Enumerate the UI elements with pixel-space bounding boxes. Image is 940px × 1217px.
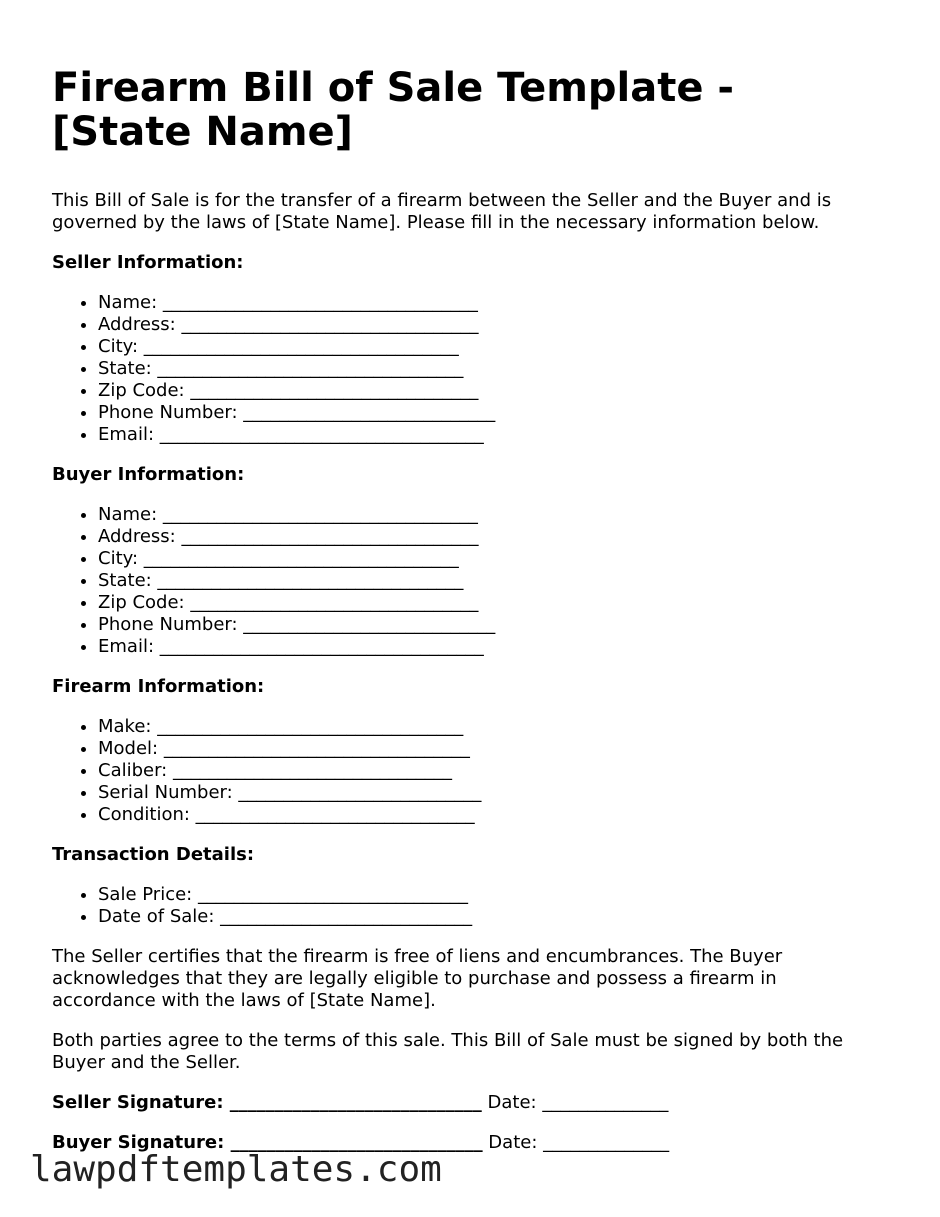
firearm-heading: Firearm Information: xyxy=(52,676,265,697)
firearm-field-condition: • Condition: _______________________________ xyxy=(98,804,882,826)
intro-paragraph: This Bill of Sale is for the transfer of a firearm between the Seller and the Buyer and is governed by the laws of [State Name]. Please fill in the necessary information below. xyxy=(52,190,832,233)
certification-paragraph: The Seller certifies that the firearm is free of liens and encumbrances. The Buyer acknowledges that they are legally eligible to purchase and possess a firearm in accordance with the laws of [State Name]. xyxy=(52,946,783,1011)
firearm-field-model: • Model: __________________________________ xyxy=(98,738,882,760)
transaction-field-price: • Sale Price: ______________________________ xyxy=(98,884,882,906)
seller-field-phone: • Phone Number: ____________________________ xyxy=(98,402,882,424)
buyer-field-name: • Name: ___________________________________ xyxy=(98,504,882,526)
buyer-field-email: • Email: ____________________________________ xyxy=(98,636,882,658)
transaction-heading: Transaction Details: xyxy=(52,844,255,865)
transaction-field-date: • Date of Sale: ____________________________ xyxy=(98,906,882,928)
buyer-field-zip: • Zip Code: ________________________________ xyxy=(98,592,882,614)
transaction-fields-list xyxy=(52,884,882,928)
buyer-fields-list xyxy=(52,504,882,658)
seller-field-city: • City: ___________________________________ xyxy=(98,336,882,358)
page-title: Firearm Bill of Sale Template - [State Name] xyxy=(52,65,735,155)
seller-signature-label: Seller Signature: ____________________________ xyxy=(52,1092,482,1113)
buyer-signature-label: Buyer Signature: ____________________________ xyxy=(52,1132,483,1153)
buyer-field-state: • State: __________________________________ xyxy=(98,570,882,592)
firearm-field-make: • Make: __________________________________ xyxy=(98,716,882,738)
firearm-fields-list xyxy=(52,716,882,826)
seller-field-name: • Name: ___________________________________ xyxy=(98,292,882,314)
agreement-paragraph: Both parties agree to the terms of this sale. This Bill of Sale must be signed by both the Buyer and the Seller. xyxy=(52,1030,844,1073)
buyer-heading: Buyer Information: xyxy=(52,464,245,485)
document-page xyxy=(52,66,882,1154)
buyer-signature-date: Date: ______________ xyxy=(482,1132,670,1153)
firearm-field-caliber: • Caliber: _______________________________ xyxy=(98,760,882,782)
seller-field-zip: • Zip Code: ________________________________ xyxy=(98,380,882,402)
seller-signature-line xyxy=(52,1092,882,1114)
watermark-text: lawpdftemplates.com xyxy=(30,1149,442,1190)
buyer-field-address: • Address: _________________________________ xyxy=(98,526,882,548)
seller-field-email: • Email: ____________________________________ xyxy=(98,424,882,446)
firearm-field-serial: • Serial Number: ___________________________ xyxy=(98,782,882,804)
buyer-field-phone: • Phone Number: ____________________________ xyxy=(98,614,882,636)
buyer-field-city: • City: ___________________________________ xyxy=(98,548,882,570)
seller-fields-list xyxy=(52,292,882,446)
seller-heading: Seller Information: xyxy=(52,252,244,273)
seller-field-address: • Address: _________________________________ xyxy=(98,314,882,336)
seller-signature-date: Date: ______________ xyxy=(481,1092,669,1113)
seller-field-state: • State: __________________________________ xyxy=(98,358,882,380)
